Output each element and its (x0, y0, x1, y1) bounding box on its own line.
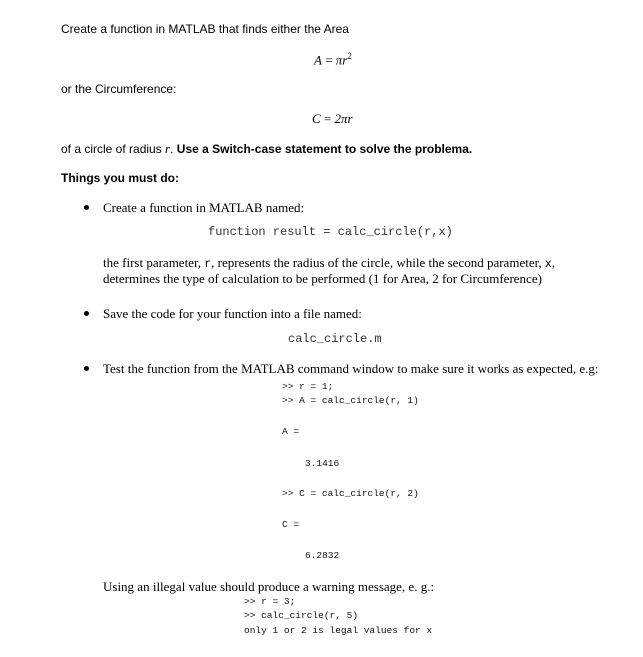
area-eq-exponent: 2 (347, 51, 352, 61)
intro-line-3 (61, 141, 472, 157)
item-3-text: Test the function from the MATLAB command window to make sure it works as expected, e.g: (103, 361, 599, 376)
circ-eq-sym: = (323, 111, 332, 126)
item-1-desc-line-1 (103, 255, 555, 271)
bullet-2 (84, 311, 89, 316)
intro-line-3-sep: . (170, 142, 177, 156)
item-1-desc-c: , (551, 255, 556, 270)
console-line: 6.2832 (305, 550, 340, 561)
intro-line-3-var: r (165, 141, 171, 156)
circ-eq-rhs: 2πr (334, 111, 353, 126)
area-eq-sym: = (325, 52, 333, 68)
console-line: C = (282, 519, 300, 530)
console-line: >> C = calc_circle(r, 2) (282, 488, 419, 499)
intro-line-3-bold: Use a Switch-case statement to solve the problema. (176, 142, 473, 156)
intro-line-3-pre: of a circle of radius (61, 142, 166, 156)
intro-line-1: Create a function in MATLAB that finds either the Area (61, 22, 349, 36)
todo-heading: Things you must do: (61, 171, 179, 185)
item-1-text: Create a function in MATLAB named: (103, 200, 305, 215)
bullet-1 (84, 205, 89, 210)
area-eq-lhs: A (314, 52, 322, 68)
area-eq-rhs: πr (335, 52, 348, 68)
item-2-text: Save the code for your function into a file named: (103, 306, 362, 321)
circumference-equation (312, 111, 353, 127)
item-1-desc-line-2: determines the type of calculation to be performed (1 for Area, 2 for Circumference) (103, 271, 542, 286)
area-equation (314, 51, 352, 68)
item-2-code: calc_circle.m (288, 332, 382, 346)
item-1-desc-a: the first parameter, (103, 255, 205, 270)
bullet-3 (84, 366, 89, 371)
item-1-desc-r: r (204, 258, 212, 271)
illegal-console-line: >> calc_circle(r, 5) (244, 610, 359, 621)
console-line: >> r = 1; (282, 381, 334, 392)
item-1-desc-b: , represents the radius of the circle, while the second parameter, (211, 255, 545, 270)
console-line: >> A = calc_circle(r, 1) (282, 395, 419, 406)
item-1-desc-x: x (544, 258, 552, 271)
illegal-console-line: >> r = 3; (244, 596, 296, 607)
circ-eq-lhs: C (312, 111, 321, 126)
illegal-console-line: only 1 or 2 is legal values for x (244, 625, 433, 636)
console-line: 3.1416 (305, 458, 340, 469)
item-1-code: function result = calc_circle(r,x) (208, 225, 453, 239)
intro-line-2: or the Circumference: (61, 82, 177, 96)
console-line: A = (282, 426, 300, 437)
illegal-text: Using an illegal value should produce a warning message, e. g.: (103, 579, 435, 594)
